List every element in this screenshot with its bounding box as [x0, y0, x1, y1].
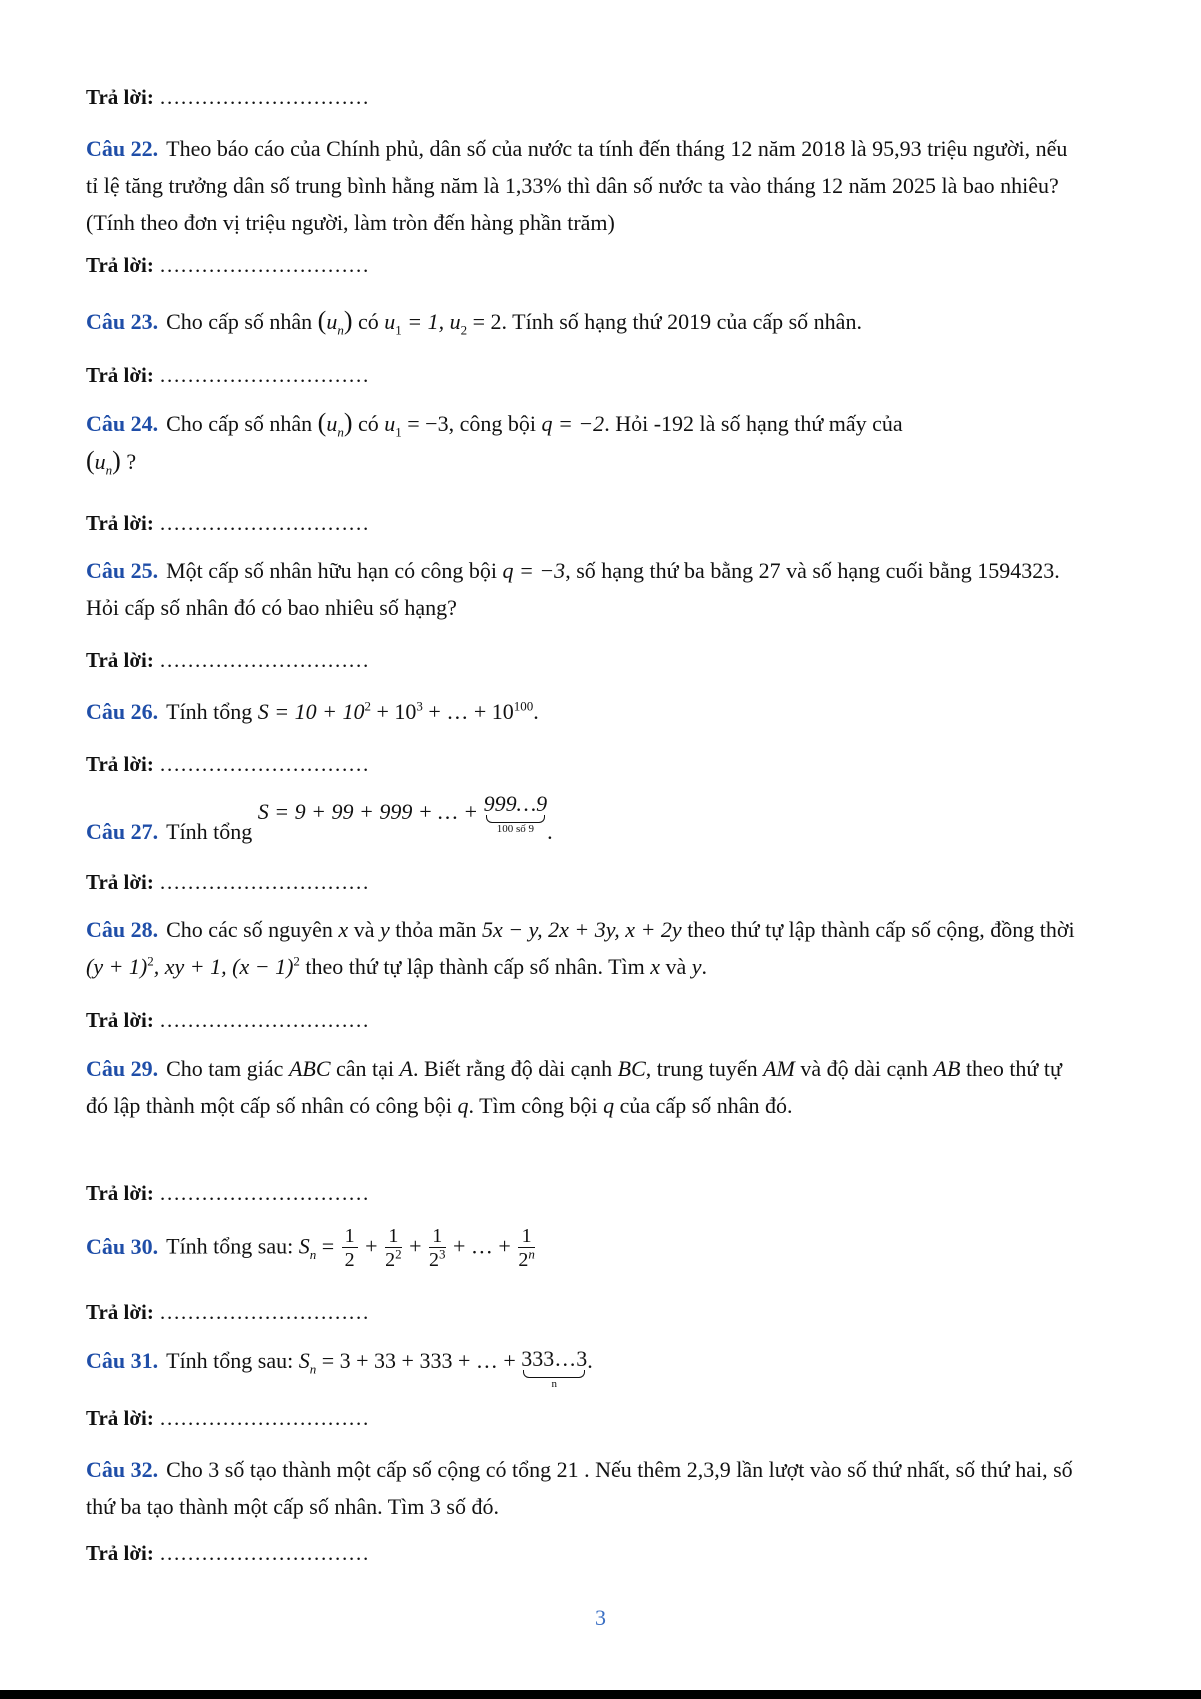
math-expr: , xy + 1, (x − 1) — [153, 954, 294, 979]
math-paren: ( — [86, 446, 95, 475]
math-var: A — [399, 1056, 413, 1081]
answer-label: Trả lời: — [86, 1541, 154, 1565]
answer-label: Trả lời: — [86, 752, 154, 776]
math-expr: q = −3 — [502, 558, 566, 583]
math-paren: ( — [317, 306, 327, 335]
question-text: cân tại — [336, 1056, 395, 1081]
underbrace-label: 100 số 9 — [496, 823, 535, 835]
question-number: Câu 32. — [86, 1457, 159, 1482]
math-exponent: 2 — [293, 953, 300, 969]
math-paren: ) — [343, 306, 353, 335]
question-text: Theo báo cáo của Chính phủ, dân số của nước ta tính đến tháng 12 năm 2018 là 95,93 triệu người, nếu tỉ lệ tăng trưởng dân số trung bình hằng năm là 1,33% thì dân số nước ta vào tháng 12 năm 2025 là bao nhiêu? (Tính theo đơn vị triệu người, làm tròn đến hàng phần trăm) — [86, 136, 1068, 235]
question-text: Cho cấp số nhân — [166, 309, 313, 334]
math-exponent: 2 — [395, 1246, 402, 1262]
power-base: 2 — [385, 1249, 396, 1271]
question-text: , trung tuyến — [645, 1056, 758, 1081]
answer-line — [86, 870, 1076, 895]
math-var: S — [298, 1348, 310, 1373]
question-31 — [86, 1342, 1076, 1390]
question-text: . — [587, 1348, 593, 1373]
answer-label: Trả lời: — [86, 1300, 154, 1324]
answer-blank: ………………………… — [159, 363, 370, 387]
math-expr: S = 10 + 10 — [257, 699, 365, 724]
math-paren: ) — [343, 408, 353, 437]
answer-label: Trả lời: — [86, 511, 154, 535]
question-text: , số hạng thứ ba bằng 27 và số hạng cuối bằng 1594323. Hỏi cấp số nhân đó có bao nhiêu số hạng? — [86, 558, 1060, 620]
math-subscript: n — [337, 424, 344, 440]
answer-line — [86, 752, 1076, 777]
question-number: Câu 25. — [86, 558, 159, 583]
question-text: . Tìm công bội — [468, 1093, 598, 1118]
math-subscript: n — [309, 1246, 317, 1262]
answer-line — [86, 363, 1076, 388]
answer-label: Trả lời: — [86, 870, 154, 894]
question-29 — [86, 1050, 1076, 1124]
math-operator: + … + — [453, 1233, 511, 1259]
answer-line — [86, 1008, 1076, 1033]
math-subscript: n — [105, 462, 113, 478]
question-text: Cho tam giác — [166, 1056, 284, 1081]
underbrace-curve — [486, 815, 546, 823]
answer-blank: ………………………… — [159, 1181, 370, 1205]
math-exponent: 3 — [416, 698, 423, 714]
footer-bar — [0, 1690, 1201, 1699]
fraction-denominator — [429, 1248, 446, 1272]
math-expr: 5x − y, 2x + 3y, x + 2y — [481, 917, 682, 942]
answer-line — [86, 1181, 1076, 1206]
answer-line — [86, 85, 1076, 110]
question-text: Cho các số nguyên — [166, 917, 333, 942]
question-24 — [86, 404, 1076, 480]
question-32 — [86, 1451, 1076, 1525]
question-number: Câu 26. — [86, 699, 159, 724]
fraction-numerator: 1 — [385, 1225, 402, 1248]
math-exponent: 2 — [364, 698, 371, 714]
question-text: , công bội — [448, 411, 536, 436]
question-text: của cấp số nhân đó. — [619, 1093, 793, 1118]
question-text: Tính tổng sau: — [166, 1348, 294, 1373]
math-expr: + 10 — [371, 699, 417, 724]
fraction-numerator: 1 — [518, 1225, 535, 1248]
math-paren: ( — [317, 408, 327, 437]
math-var: AB — [933, 1056, 961, 1081]
answer-blank: ………………………… — [159, 1008, 370, 1032]
math-var: y — [691, 954, 702, 979]
question-text: Tính tổng — [166, 699, 253, 724]
power-base: 2 — [429, 1249, 439, 1271]
math-exponent: n — [528, 1246, 535, 1262]
answer-label: Trả lời: — [86, 363, 154, 387]
math-subscript: 1 — [395, 424, 402, 440]
question-text: . Biết rằng độ dài cạnh — [412, 1056, 613, 1081]
question-number: Câu 22. — [86, 136, 159, 161]
answer-label: Trả lời: — [86, 1181, 154, 1205]
question-28 — [86, 911, 1076, 985]
math-var: AM — [763, 1056, 795, 1081]
math-expr: = 2 — [467, 309, 502, 334]
question-text: Tính tổng — [166, 819, 253, 844]
math-subscript: 1 — [395, 322, 402, 338]
math-subscript: n — [309, 1361, 317, 1377]
question-text: có — [358, 411, 379, 436]
math-var: u — [326, 411, 338, 436]
question-text: và — [665, 954, 687, 979]
question-number: Câu 29. — [86, 1056, 159, 1081]
math-expr: q = −2 — [541, 411, 605, 436]
answer-line — [86, 648, 1076, 673]
question-text: theo thứ tự lập thành cấp số cộng, đồng thời — [687, 917, 1075, 942]
answer-label: Trả lời: — [86, 85, 154, 109]
question-text: Cho cấp số nhân — [166, 411, 313, 436]
math-expr: = −3 — [401, 411, 449, 436]
math-var: y — [379, 917, 390, 942]
answer-blank: ………………………… — [159, 870, 370, 894]
question-number: Câu 24. — [86, 411, 159, 436]
math-subscript: n — [337, 322, 344, 338]
answer-label: Trả lời: — [86, 648, 154, 672]
math-exponent: 100 — [513, 698, 534, 714]
math-var: u — [94, 449, 106, 474]
question-text: thỏa mãn — [395, 917, 477, 942]
fraction — [429, 1225, 446, 1272]
answer-line — [86, 253, 1076, 278]
question-26 — [86, 693, 1076, 730]
math-exponent: 3 — [439, 1246, 446, 1262]
math-var: u — [326, 309, 338, 334]
question-number: Câu 31. — [86, 1348, 159, 1373]
question-text: . — [547, 819, 553, 844]
math-var: S — [298, 1233, 310, 1259]
math-exponent: 2 — [147, 953, 154, 969]
question-text: theo thứ tự đó lập thành một cấp số nhân có công bội — [86, 1056, 1062, 1118]
fraction — [518, 1225, 535, 1272]
fraction — [342, 1225, 358, 1272]
question-27 — [86, 791, 1076, 844]
fraction-denominator — [385, 1248, 402, 1272]
question-text: Tính tổng sau: — [166, 1233, 294, 1259]
math-operator: + — [409, 1233, 422, 1259]
question-text: . — [533, 699, 539, 724]
answer-blank: ………………………… — [159, 1300, 370, 1324]
question-text: . Tính số hạng thứ 2019 của cấp số nhân. — [501, 309, 862, 334]
question-number: Câu 28. — [86, 917, 159, 942]
math-var: BC — [617, 1056, 646, 1081]
underbrace — [484, 793, 548, 835]
answer-blank: ………………………… — [159, 85, 370, 109]
answer-blank: ………………………… — [159, 1541, 370, 1565]
math-var: q — [603, 1093, 615, 1118]
math-expr: (y + 1) — [86, 954, 148, 979]
math-operator: = — [321, 1233, 335, 1259]
fraction-numerator: 1 — [429, 1225, 446, 1248]
answer-blank: ………………………… — [159, 752, 370, 776]
fraction-numerator: 1 — [342, 1225, 358, 1248]
page-number: 3 — [595, 1605, 606, 1630]
math-var: x — [650, 954, 660, 979]
question-text: có — [358, 309, 379, 334]
fraction-denominator: 2 — [344, 1249, 355, 1271]
question-23 — [86, 302, 1076, 340]
answer-label: Trả lời: — [86, 1008, 154, 1032]
underbrace-base: 333…3 — [521, 1346, 588, 1371]
math-expr: S = 9 + 99 + 999 + … + — [257, 799, 479, 824]
question-text: và độ dài cạnh — [800, 1056, 929, 1081]
question-text: . — [701, 954, 708, 979]
question-number: Câu 27. — [86, 819, 159, 844]
fraction — [385, 1225, 402, 1272]
question-22 — [86, 130, 1076, 241]
answer-blank: ………………………… — [159, 511, 370, 535]
question-text: . Hỏi -192 là số hạng thứ mấy của — [604, 411, 903, 436]
question-text: ? — [126, 449, 137, 474]
math-operator: + — [365, 1233, 378, 1259]
math-expr: = 1, u — [401, 309, 461, 334]
answer-blank: ………………………… — [159, 253, 370, 277]
underbrace — [521, 1348, 587, 1390]
underbrace-base: 999…9 — [483, 791, 548, 816]
math-subscript: 2 — [460, 322, 468, 338]
math-expr: = 3 + 33 + 333 + … + — [316, 1348, 516, 1373]
answer-blank: ………………………… — [159, 648, 370, 672]
answer-label: Trả lời: — [86, 253, 154, 277]
question-text: Cho 3 số tạo thành một cấp số cộng có tổng 21 . Nếu thêm 2,3,9 lần lượt vào số thứ nhất, số thứ hai, số thứ ba tạo thành một cấp số nhân. Tìm 3 số đó. — [86, 1457, 1073, 1519]
math-var: x — [338, 917, 349, 942]
answer-line — [86, 511, 1076, 536]
underbrace-label: n — [551, 1378, 558, 1390]
math-expr: + … + 10 — [422, 699, 514, 724]
math-var: u — [384, 309, 396, 334]
answer-line — [86, 1300, 1076, 1325]
question-30 — [86, 1225, 1076, 1272]
question-text: và — [353, 917, 375, 942]
math-var: q — [457, 1093, 469, 1118]
math-var: u — [384, 411, 396, 436]
question-text: Một cấp số nhân hữu hạn có công bội — [166, 558, 497, 583]
power-base: 2 — [518, 1249, 529, 1271]
math-var: ABC — [288, 1056, 331, 1081]
question-text: theo thứ tự lập thành cấp số nhân. Tìm — [305, 954, 645, 979]
answer-line — [86, 1541, 1076, 1566]
math-paren: ) — [112, 446, 121, 475]
question-25 — [86, 552, 1076, 626]
underbrace-curve — [523, 1370, 585, 1378]
question-number: Câu 23. — [86, 309, 159, 334]
answer-label: Trả lời: — [86, 1406, 154, 1430]
answer-blank: ………………………… — [159, 1406, 370, 1430]
fraction-denominator — [518, 1248, 535, 1272]
question-number: Câu 30. — [86, 1233, 159, 1259]
answer-line — [86, 1406, 1076, 1431]
